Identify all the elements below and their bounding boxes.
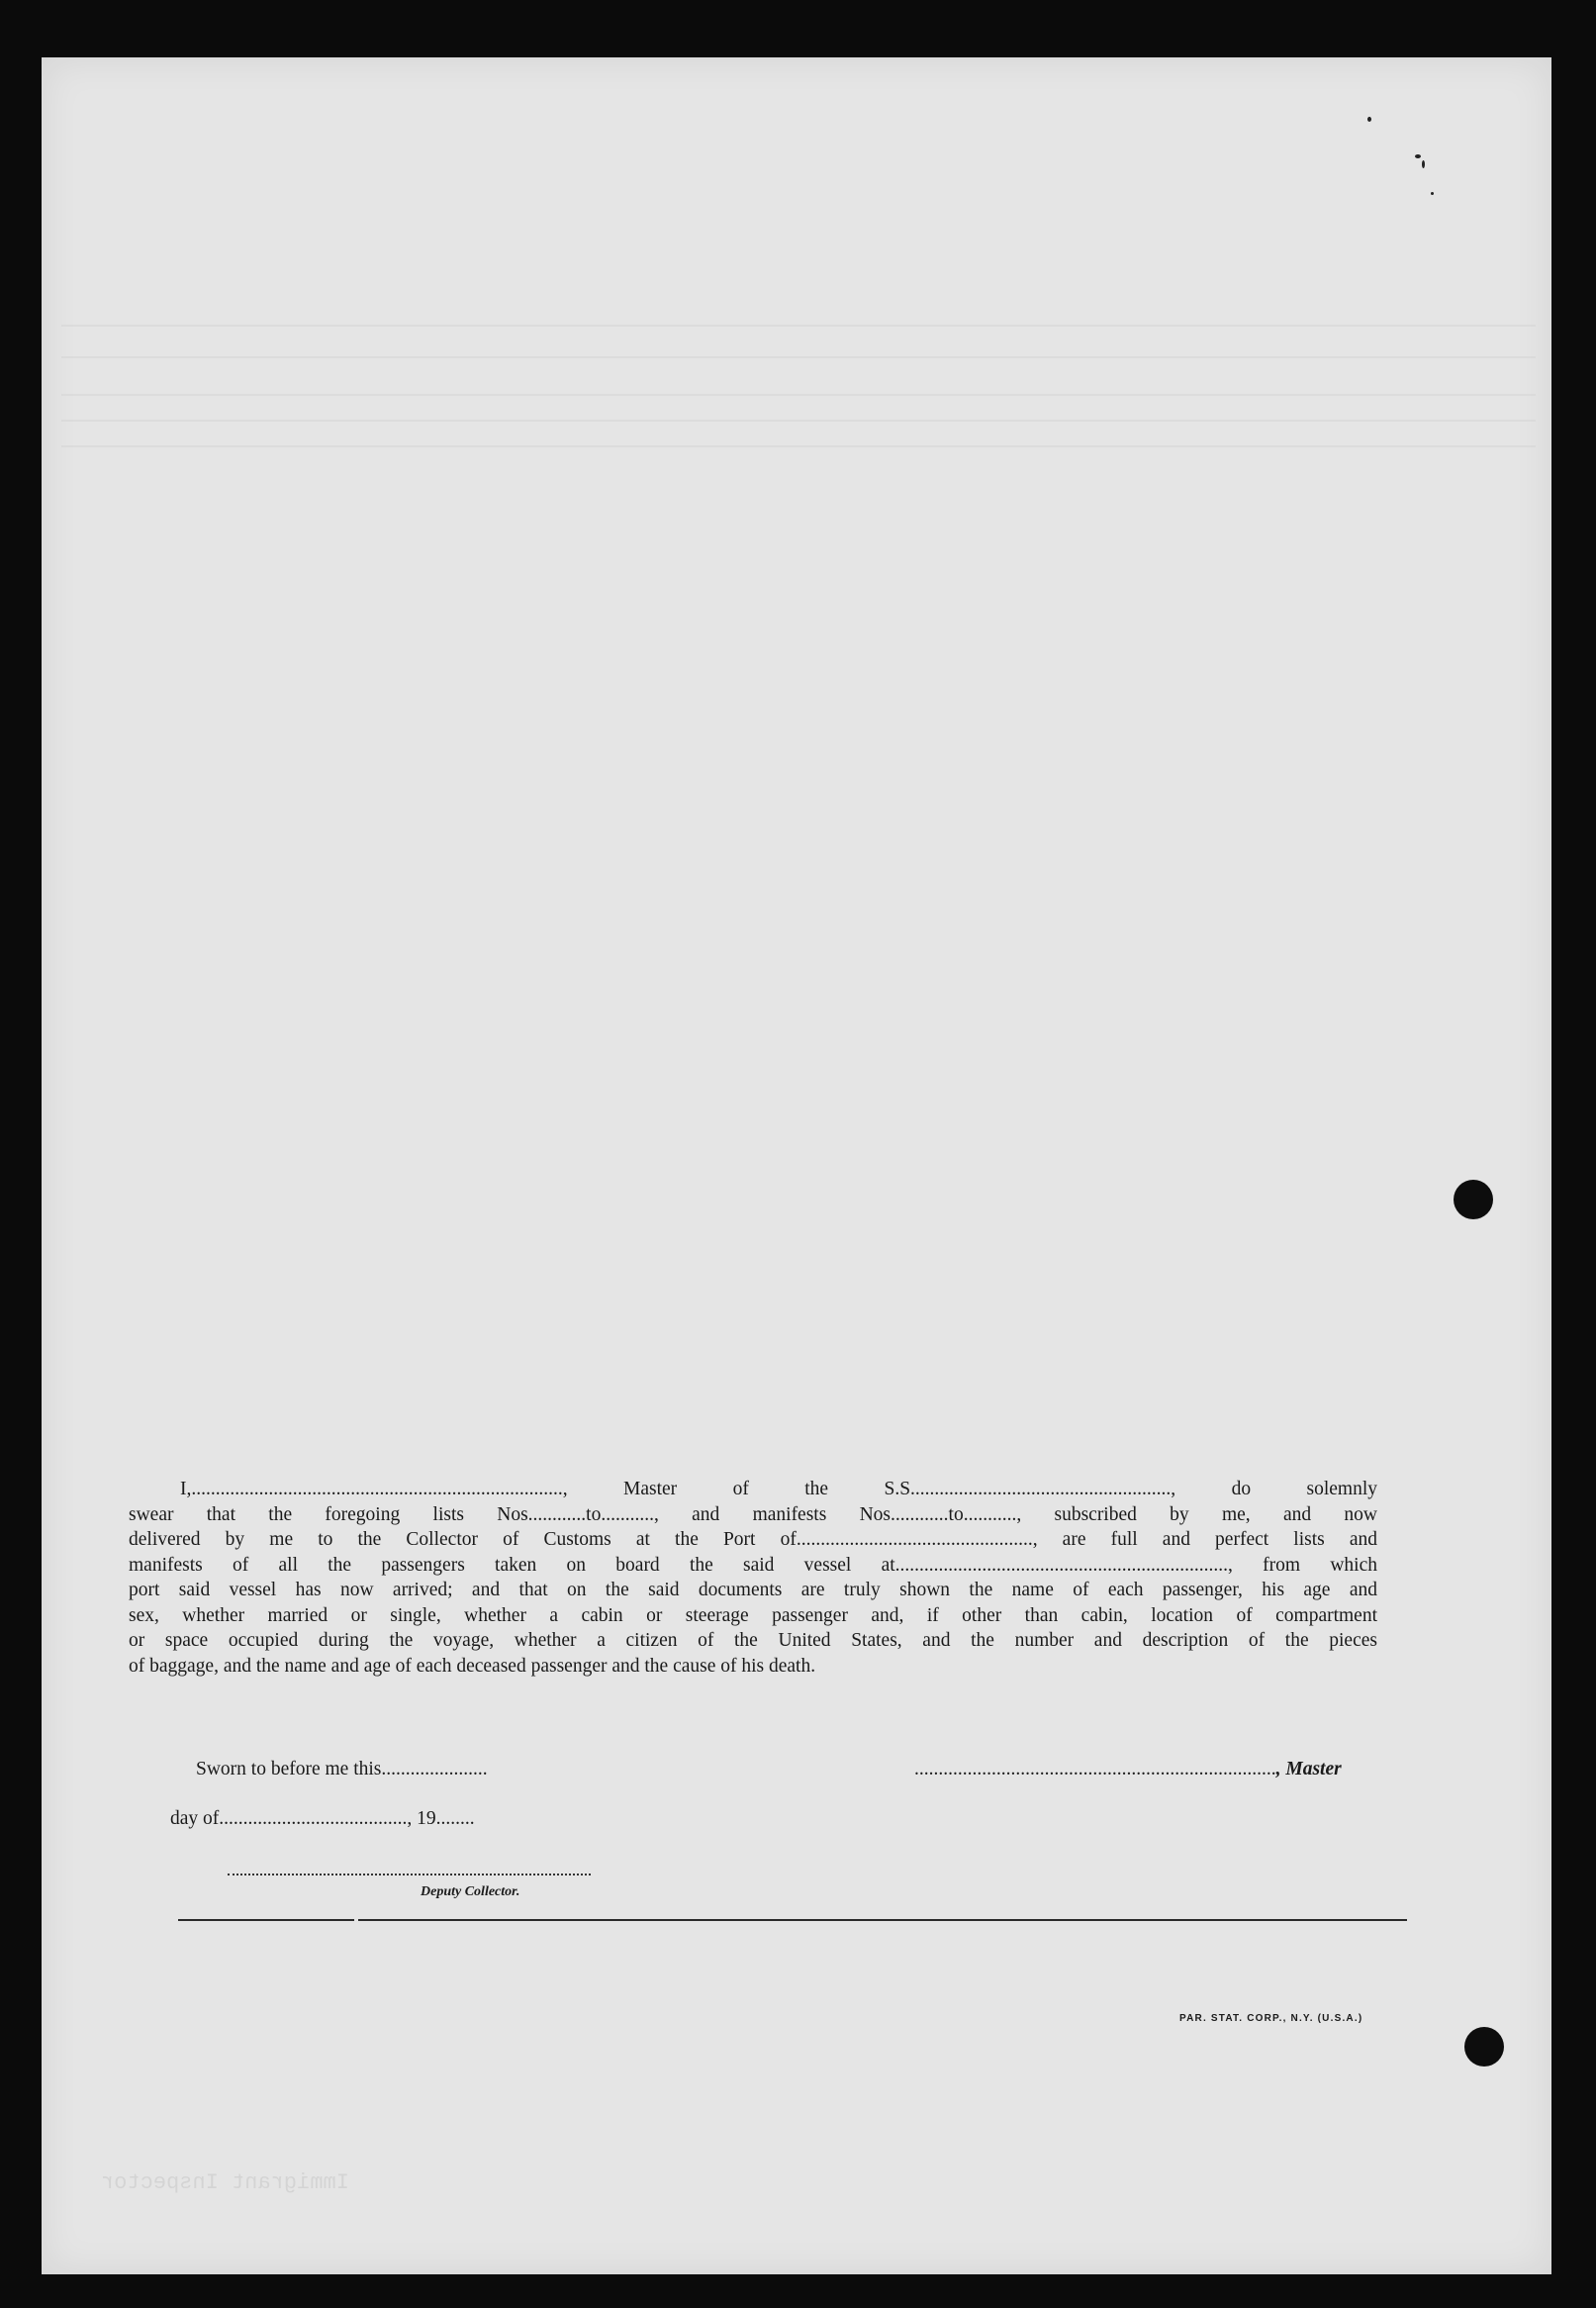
day-of-line: day of......................................., 19........	[170, 1808, 475, 1829]
scan-speck	[1422, 160, 1425, 168]
oath-line: of baggage, and the name and age of each deceased passenger and the cause of his death.	[129, 1655, 816, 1677]
oath-line: I,............................................................................., Master of the S.S......................................................, do solemnly	[180, 1479, 1377, 1499]
binding-hole-top	[1454, 1180, 1493, 1219]
oath-line: sex, whether married or single, whether a cabin or steerage passenger and, if other than cabin, location of compartment	[129, 1604, 1377, 1626]
scan-speck	[1415, 154, 1421, 158]
printer-imprint: PAR. STAT. CORP., N.Y. (U.S.A.)	[1179, 2013, 1363, 2024]
master-label: , Master	[1275, 1759, 1342, 1779]
oath-line: or space occupied during the voyage, whether a citizen of the United States, and the number and description of the pieces	[129, 1630, 1377, 1651]
footer-rule-right	[358, 1919, 1407, 1921]
binding-hole-bottom	[1464, 2027, 1504, 2067]
oath-line: delivered by me to the Collector of Customs at the Port of................................................., are full and perfect lists and	[129, 1529, 1377, 1550]
oath-line: port said vessel has now arrived; and that on the said documents are truly shown the name of each passenger, his age and	[129, 1580, 1377, 1600]
oath-line: swear that the foregoing lists Nos............to..........., and manifests Nos............to..........., subscribed by me, and now	[129, 1503, 1377, 1525]
footer-rule-left	[178, 1919, 354, 1921]
master-signature-line	[914, 1759, 1342, 1780]
oath-line: manifests of all the passengers taken on board the said vessel at....................................................................., from which	[129, 1554, 1377, 1576]
master-oath-paragraph	[129, 1477, 1377, 1679]
deputy-collector-signature-line	[228, 1874, 591, 1875]
scan-speck	[1431, 192, 1434, 195]
bleed-through-text: Immigrant Inspector	[101, 2170, 349, 2195]
master-signature-dots: ...........................................................................	[914, 1759, 1276, 1779]
deputy-collector-label: Deputy Collector.	[421, 1884, 520, 1899]
manifest-page	[42, 57, 1551, 2274]
scan-speck	[1367, 117, 1371, 122]
sworn-before-line: Sworn to before me this......................	[196, 1759, 488, 1779]
